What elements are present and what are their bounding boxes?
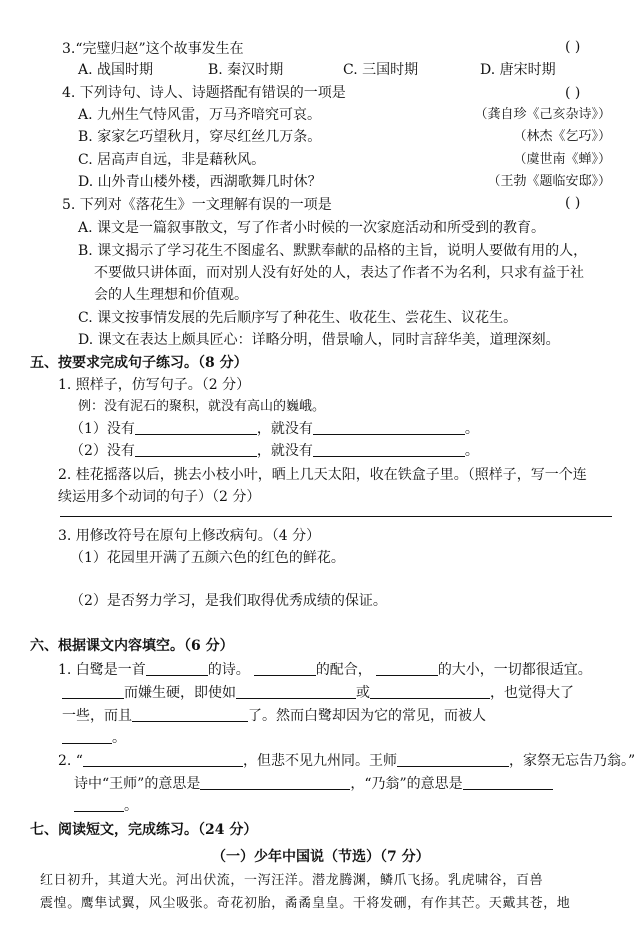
q4-stem: 4. 下列诗句、诗人、诗题搭配有错误的一项是 bbox=[62, 85, 346, 101]
blank-6-1[interactable] bbox=[146, 661, 208, 676]
blank-1-2[interactable] bbox=[313, 420, 465, 435]
sec5-example: 例：没有泥石的聚积，就没有高山的巍峨。 bbox=[78, 399, 326, 414]
sec5-q1-stem: 1. 照样子，仿写句子。（2 分） bbox=[58, 377, 251, 393]
q5-option-d: D. 课文在表达上颇具匠心：详略分明，借景喻人，同时言辞华美，道理深刻。 bbox=[78, 332, 560, 348]
sec7-passage-line-2: 震惶。鹰隼试翼，风尘吸张。奇花初胎，矞矞皇皇。干将发硎，有作其芒。天戴其苍，地 bbox=[40, 896, 571, 911]
sec7-passage-line-1: 红日初升，其道大光。河出伏流，一泻汪洋。潜龙腾渊，鳞爪飞扬。乳虎啸谷，百兽 bbox=[40, 873, 544, 888]
blank-6-8[interactable] bbox=[62, 729, 112, 744]
section-6-title: 六、根据课文内容填空。（6 分） bbox=[30, 638, 234, 654]
blank-2-2[interactable] bbox=[313, 442, 465, 457]
q3-option-c: C. 三国时期 bbox=[343, 62, 419, 78]
line1-prefix: （1）没有 bbox=[70, 421, 135, 437]
blank-6-11[interactable] bbox=[200, 775, 350, 790]
sec6-a1: 1. 白鹭是一首 bbox=[58, 662, 146, 678]
blank-6-2[interactable] bbox=[254, 661, 316, 676]
sec6-line-1 bbox=[58, 661, 592, 679]
q5-option-c: C. 课文按事情发展的先后顺序写了种花生、收花生、尝花生、议花生。 bbox=[78, 310, 518, 326]
sec6-b3: ，也觉得大了 bbox=[490, 685, 574, 701]
blank-1-1[interactable] bbox=[135, 420, 257, 435]
sec6-line-4 bbox=[62, 729, 126, 747]
sec5-sentence-1: （1）花园里开满了五颜六色的红色的鲜花。 bbox=[70, 550, 345, 566]
q3-answer-paren[interactable]: ( ) bbox=[565, 39, 581, 55]
sec6-line-3 bbox=[62, 707, 486, 725]
q4-source-d: （王勃《题临安邸》） bbox=[487, 174, 611, 189]
sec6-a3: 的配合， bbox=[315, 662, 372, 678]
sec6-line-2 bbox=[62, 684, 574, 702]
q5-option-b-line1: B. 课文揭示了学习花生不图虚名、默默奉献的品格的主旨，说明人要做有用的人， bbox=[78, 243, 588, 259]
sec6-b2: 或 bbox=[356, 685, 370, 701]
sec6-f2: ，“乃翁”的意思是 bbox=[350, 776, 463, 792]
blank-6-7[interactable] bbox=[132, 707, 248, 722]
q5-option-b-line2: 不要做只讲体面，而对别人没有好处的人，表达了作者不为名利，只求有益于社 bbox=[94, 265, 584, 281]
line1-mid: ，就没有 bbox=[256, 421, 313, 437]
line2-mid: ，就没有 bbox=[256, 443, 313, 459]
sec6-line-6 bbox=[74, 775, 553, 793]
q4-option-b: B. 家家乞巧望秋月，穿尽红丝几万条。 bbox=[78, 129, 322, 145]
line2-end: 。 bbox=[464, 443, 479, 459]
sec6-a2: 的诗。 bbox=[207, 662, 250, 678]
sec6-c1: 一些，而且 bbox=[62, 708, 132, 724]
sec5-imitation-line-1 bbox=[70, 420, 479, 438]
sec5-q3-stem: 3. 用修改符号在原句上修改病句。（4 分） bbox=[58, 528, 321, 544]
q5-option-b-line3: 会的人生理想和价值观。 bbox=[94, 287, 248, 303]
sec6-d1: 。 bbox=[112, 730, 126, 746]
q4-option-c: C. 居高声自远，非是藉秋风。 bbox=[78, 152, 266, 168]
sec7-passage-title: （一）少年中国说（节选）（7 分） bbox=[212, 849, 430, 865]
q4-option-a: A. 九州生气恃风雷，万马齐喑究可哀。 bbox=[78, 107, 322, 123]
q3-option-b: B. 秦汉时期 bbox=[208, 62, 284, 78]
q3-stem: 3.“完璧归赵”这个故事发生在 bbox=[62, 41, 244, 57]
blank-2-1[interactable] bbox=[135, 442, 257, 457]
q5-answer-paren[interactable]: ( ) bbox=[565, 195, 581, 211]
q5-option-a: A. 课文是一篇叙事散文，写了作者小时候的一次家庭活动和所受到的教育。 bbox=[78, 220, 546, 236]
sec6-f1: 诗中“王师”的意思是 bbox=[74, 776, 201, 792]
line1-end: 。 bbox=[464, 421, 479, 437]
sec6-line-7 bbox=[74, 797, 138, 815]
sec6-e3: ，家祭无忘告乃翁。” bbox=[508, 753, 636, 769]
sec6-a4: 的大小，一切都很适宜。 bbox=[437, 662, 592, 678]
blank-6-13[interactable] bbox=[74, 797, 124, 812]
sec6-e1: 2. “ bbox=[58, 753, 83, 769]
blank-6-4[interactable] bbox=[62, 684, 124, 699]
section-7-title: 七、阅读短文，完成练习。（24 分） bbox=[30, 822, 258, 838]
blank-6-6[interactable] bbox=[370, 684, 490, 699]
q4-answer-paren[interactable]: ( ) bbox=[565, 85, 581, 101]
q4-source-c: （虞世南《蝉》） bbox=[513, 152, 611, 167]
blank-6-10[interactable] bbox=[397, 752, 509, 767]
q4-source-a: （龚自珍《己亥杂诗》） bbox=[474, 107, 611, 122]
blank-6-9[interactable] bbox=[83, 752, 243, 767]
section-5-title: 五、按要求完成句子练习。（8 分） bbox=[30, 355, 248, 371]
blank-6-3[interactable] bbox=[376, 661, 438, 676]
sec5-sentence-2: （2）是否努力学习，是我们取得优秀成绩的保证。 bbox=[70, 593, 387, 609]
q4-source-b: （林杰《乞巧》） bbox=[513, 129, 611, 144]
blank-6-5[interactable] bbox=[236, 684, 356, 699]
sec6-g1: 。 bbox=[124, 798, 138, 814]
sec5-q2-line1: 2. 桂花摇落以后，挑去小枝小叶，晒上几天太阳，收在铁盒子里。（照样子，写一个连 bbox=[58, 467, 587, 483]
sec6-c2: 了。然而白鹭却因为它的常见，而被人 bbox=[248, 708, 486, 724]
sec5-q2-answer-line[interactable] bbox=[60, 516, 612, 517]
q3-option-a: A. 战国时期 bbox=[78, 62, 154, 78]
sec5-imitation-line-2 bbox=[70, 442, 479, 460]
sec6-e2: ，但悲不见九州同。王师 bbox=[242, 753, 397, 769]
sec6-b1: 而嫌生硬，即使如 bbox=[124, 685, 236, 701]
blank-6-12[interactable] bbox=[463, 775, 553, 790]
q5-stem: 5. 下列对《落花生》一文理解有误的一项是 bbox=[62, 197, 332, 213]
sec6-line-5 bbox=[58, 752, 635, 770]
line2-prefix: （2）没有 bbox=[70, 443, 135, 459]
q3-option-d: D. 唐宋时期 bbox=[480, 62, 556, 78]
sec5-q2-line2: 续运用多个动词的句子）（2 分） bbox=[58, 489, 261, 505]
q4-option-d: D. 山外青山楼外楼，西湖歌舞几时休？ bbox=[78, 174, 322, 190]
